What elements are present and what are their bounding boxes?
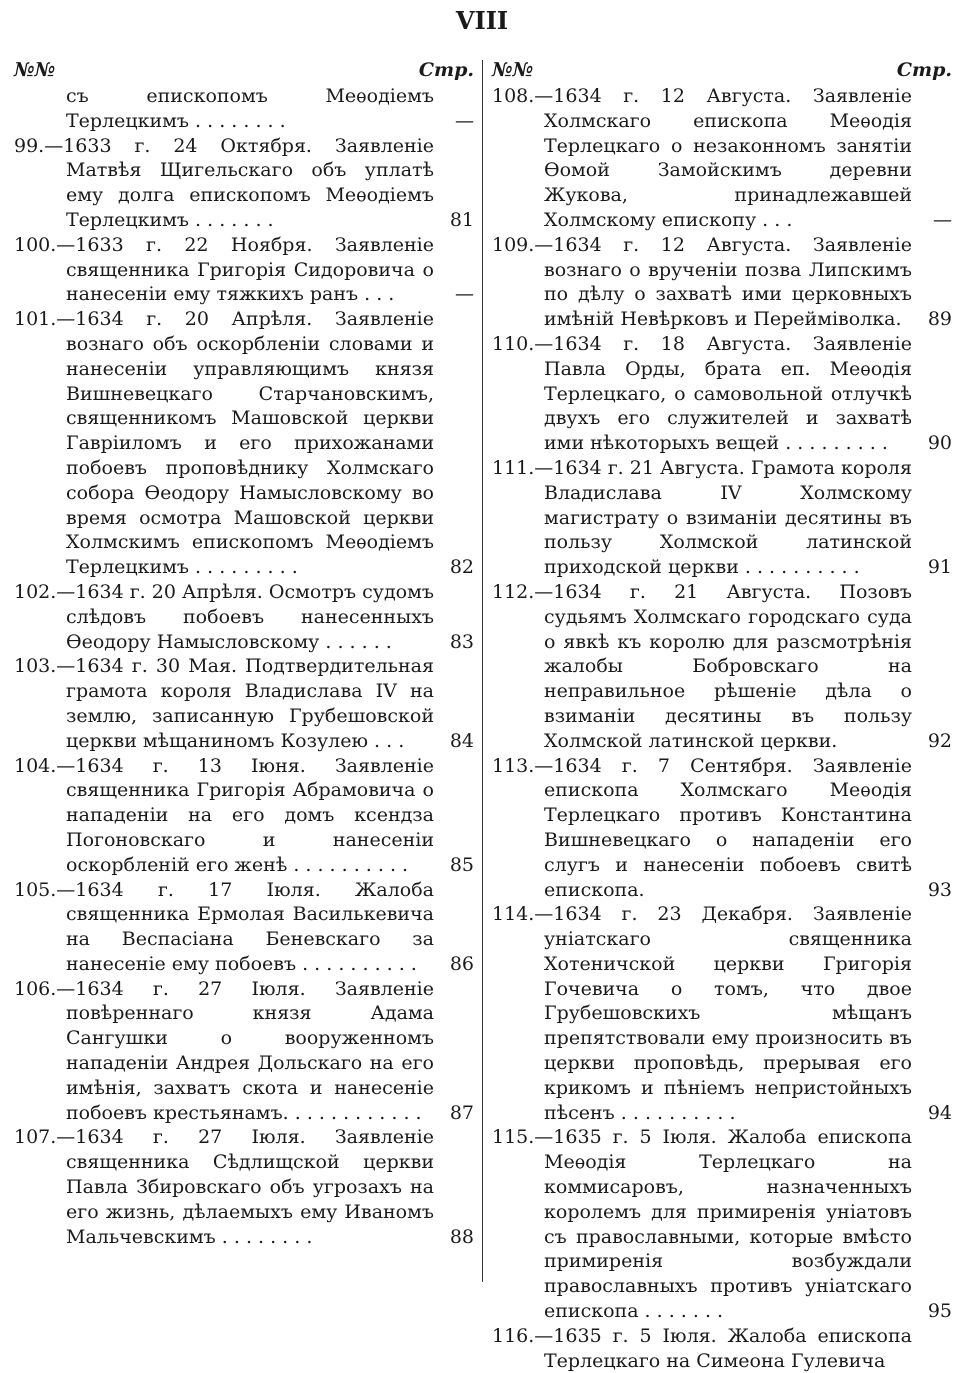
toc-entry bbox=[14, 654, 474, 753]
toc-entry bbox=[492, 902, 952, 1125]
toc-entry bbox=[14, 754, 474, 878]
toc-entry bbox=[492, 84, 952, 233]
toc-entry bbox=[14, 878, 474, 977]
entry-page-number: 92 bbox=[927, 729, 952, 752]
entry-page-number: 94 bbox=[927, 1101, 952, 1124]
entry-page-number: 81 bbox=[449, 208, 474, 231]
toc-entry bbox=[492, 233, 952, 332]
entry-text: 113.—1634 г. 7 Сентября. Заявленіе епископа Холмскаго Меѳодія Терлецкаго противъ Константина Вишневецкаго о нападеніи его слугъ и нанесеніи побоевъ свитѣ епископа. bbox=[492, 754, 912, 901]
number-column-label: №№ bbox=[14, 59, 56, 81]
right-column-header bbox=[492, 56, 952, 84]
entry-text: 109.—1634 г. 12 Августа. Заявленіе вознаго о врученіи позва Липскимъ по дѣлу о захватѣ ими церковныхъ имѣній Невѣрковъ и Перейміволка. bbox=[492, 233, 912, 331]
entry-page-number: 90 bbox=[927, 432, 952, 455]
entry-page-number: 86 bbox=[449, 952, 474, 975]
page-column-label: Стр. bbox=[418, 59, 474, 81]
entry-text: 103.—1634 г. 30 Мая. Подтвердительная грамота короля Владислава IV на землю, записанную Грубешовской церкви мѣщаниномъ Козулею . . . bbox=[14, 655, 434, 752]
entry-text: 105.—1634 г. 17 Іюля. Жалоба священника Ермолая Василькевича на Веспасіана Беневскаго за нанесеніе ему побоевъ . . . . . . . . . . bbox=[14, 878, 434, 975]
right-column bbox=[492, 56, 952, 1372]
entry-page-number: 88 bbox=[449, 1225, 474, 1248]
left-column-header bbox=[14, 56, 474, 84]
entry-page-number: — bbox=[933, 208, 952, 231]
entry-text: 100.—1633 г. 22 Ноября. Заявленіе священника Григорія Сидоровича о нанесеніи ему тяжкихъ ранъ . . . bbox=[14, 233, 434, 306]
entry-text: 104.—1634 г. 13 Іюня. Заявленіе священника Григорія Абрамовича о нападеніи на его домъ ксендза Погоновскаго и нанесеніи оскорбленій его женѣ . . . . . . . . . . bbox=[14, 754, 434, 876]
left-entries bbox=[14, 84, 474, 1249]
toc-entry bbox=[14, 84, 474, 134]
entry-text: 116.—1635 г. 5 Іюля. Жалоба епископа Терлецкаго на Симеона Гулевича bbox=[492, 1324, 912, 1372]
column-divider bbox=[482, 60, 483, 1282]
entry-page-number: 87 bbox=[449, 1101, 474, 1124]
toc-entry bbox=[492, 1125, 952, 1323]
toc-entry bbox=[14, 307, 474, 580]
toc-entry bbox=[492, 332, 952, 456]
toc-entry bbox=[492, 580, 952, 754]
page-column-label: Стр. bbox=[896, 59, 952, 81]
entry-text: 115.—1635 г. 5 Іюля. Жалоба епископа Меѳодія Терлецкаго на коммисаровъ, назначенныхъ королемъ для примиренія уніатовъ съ православными, которые вмѣсто примиренія возбуждали православныхъ противъ уніатскаго епископа . . . . . . . bbox=[492, 1126, 912, 1323]
entry-text: 111.—1634 г. 21 Августа. Грамота короля Владислава IV Холмскому магистрату о взиманіи десятины въ пользу Холмской латинской приходской церкви . . . . . . . . . . bbox=[492, 456, 912, 579]
toc-entry bbox=[492, 456, 952, 580]
toc-entry bbox=[14, 977, 474, 1126]
entry-text: 101.—1634 г. 20 Апрѣля. Заявленіе вознаго объ оскорбленіи словами и нанесеніи управляющимъ князя Вишневецкаго Старчановскимъ, священникомъ Машовской церкви Гавріиломъ и его прихожанами побоевъ проповѣднику Холмскаго собора Ѳеодору Намысловскому во время осмотра Машовской церкви Холмскимъ епископомъ Меѳодіемъ Терлецкимъ . . . . . . . . . bbox=[14, 308, 434, 579]
right-entries bbox=[492, 84, 952, 1373]
toc-entry bbox=[492, 754, 952, 903]
left-column bbox=[14, 56, 474, 1292]
entry-page-number: 85 bbox=[449, 853, 474, 876]
toc-entry bbox=[492, 1324, 952, 1373]
entry-page-number: 83 bbox=[449, 630, 474, 653]
number-column-label: №№ bbox=[492, 59, 534, 81]
entry-text: 112.—1634 г. 21 Августа. Позовъ судьямъ Холмскаго городскаго суда о явкѣ къ королю для разсмотрѣнія жалобы Бобровскаго на неправильное рѣшеніе дѣла о взиманіи десятины въ пользу Холмской латинской церкви. bbox=[492, 580, 912, 752]
toc-entry bbox=[14, 134, 474, 233]
entry-page-number: 89 bbox=[927, 308, 952, 331]
entry-text: 108.—1634 г. 12 Августа. Заявленіе Холмскаго епископа Меѳодія Терлецкаго о незаконномъ занятіи Ѳомой Замойскимъ деревни Жукова, принадлежавшей Холмскому епископу . . . bbox=[492, 85, 912, 231]
entry-text: 107.—1634 г. 27 Іюля. Заявленіе священника Сѣдлищской церкви Павла Збировскаго объ угрозахъ на его жизнь, дѣлаемыхъ ему Иваномъ Мальчевскимъ . . . . . . . . bbox=[14, 1126, 434, 1248]
entry-page-number: 93 bbox=[927, 878, 952, 901]
entry-text: 106.—1634 г. 27 Іюля. Заявленіе повѣреннаго князя Адама Сангушки о вооруженномъ нападеніи Андрея Дольскаго на его имѣнія, захватъ скота и нанесеніе побоевъ крестьянамъ. . . . . . . . . . . . bbox=[14, 977, 434, 1124]
entry-page-number: — bbox=[455, 109, 474, 132]
entry-text: 99.—1633 г. 24 Октября. Заявленіе Матвѣя Щигельскаго объ уплатѣ ему долга епископомъ Меѳодіемъ Терлецкимъ . . . . . . . bbox=[14, 134, 434, 231]
toc-entry bbox=[14, 580, 474, 654]
entry-page-number: 91 bbox=[927, 556, 952, 579]
toc-entry bbox=[14, 1125, 474, 1249]
entry-text: съ епископомъ Меѳодіемъ Терлецкимъ . . . . . . . . bbox=[66, 85, 434, 132]
entry-page-number: 84 bbox=[449, 729, 474, 752]
entry-page-number: 95 bbox=[927, 1300, 952, 1323]
page-number: VIII bbox=[455, 6, 509, 35]
entry-page-number: 82 bbox=[449, 556, 474, 579]
entry-page-number: — bbox=[455, 283, 474, 306]
entry-text: 102.—1634 г. 20 Апрѣля. Осмотръ судомъ слѣдовъ побоевъ нанесенныхъ Ѳеодору Намысловскому . . . . . . bbox=[14, 580, 434, 653]
entry-text: 114.—1634 г. 23 Декабря. Заявленіе уніатскаго священника Хотеничской церкви Григорія Гочевича о томъ, что двое Грубешовскихъ мѣщанъ препятствовали ему произносить въ церкви проповѣдь, прерывая его крикомъ и пѣніемъ непристойныхъ пѣсенъ . . . . . . . . . . bbox=[492, 903, 912, 1124]
entry-text: 110.—1634 г. 18 Августа. Заявленіе Павла Орды, брата еп. Меѳодія Терлецкаго, о самовольной отлучкѣ двухъ его служителей и захватѣ ими нѣкоторыхъ вещей . . . . . . . . . bbox=[492, 332, 912, 455]
toc-entry bbox=[14, 233, 474, 307]
